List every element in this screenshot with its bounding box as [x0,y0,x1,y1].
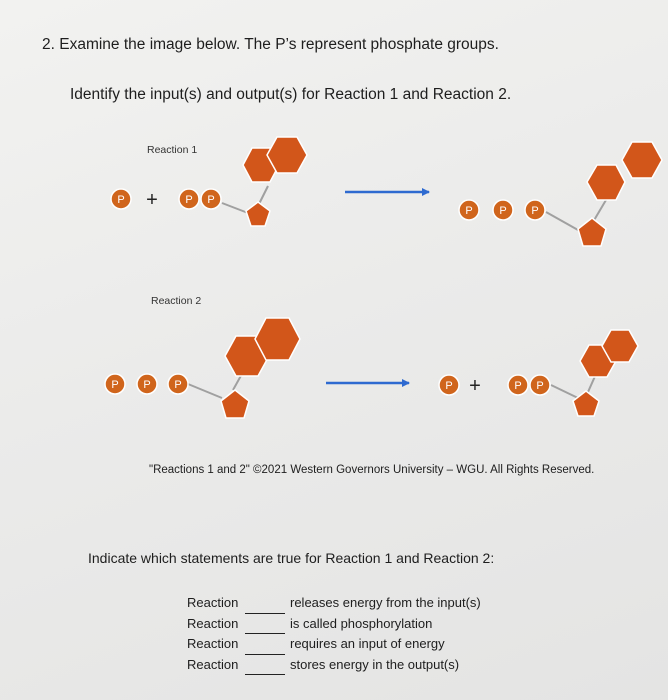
svg-text:P: P [499,205,507,217]
statement-reaction-word: Reaction [187,615,239,631]
svg-text:P: P [174,379,182,391]
svg-text:P: P [531,205,539,217]
svg-text:P: P [465,205,473,217]
ribose-pentagon [246,202,270,226]
adp-molecule [179,137,307,226]
atp-molecule [459,142,662,246]
phosphate-icon [493,200,513,220]
svg-text:P: P [143,379,151,391]
phosphate-icon [459,200,479,220]
instruction-text: Indicate which statements are true for Reaction 1 and Reaction 2: [88,550,495,566]
phosphate-icon [168,374,188,394]
statement-text: requires an input of energy [290,636,445,651]
ribose-pentagon [221,390,249,418]
svg-text:P: P [117,194,125,206]
statement-row [187,593,481,614]
phosphate-icon [137,374,157,394]
reaction-2-label: Reaction 2 [151,295,202,307]
phosphate-icon [530,375,550,395]
answer-blank[interactable] [245,619,285,634]
adp-molecule [508,330,638,416]
copyright-credit: "Reactions 1 and 2" ©2021 Western Governors University – WGU. All Rights Reserved. [149,464,595,476]
svg-text:P: P [445,380,453,392]
phosphate-icon [111,189,131,209]
statement-row [187,655,481,676]
question-title: 2. Examine the image below. The P’s represent phosphate groups. [42,36,499,53]
statement-text: releases energy from the input(s) [290,595,481,610]
ribose-pentagon [578,218,606,246]
plus-sign: + [469,375,481,397]
reaction-1-label: Reaction 1 [147,144,198,156]
answer-blank[interactable] [245,640,285,655]
answer-blank[interactable] [245,660,285,675]
statement-row [187,614,481,635]
statement-reaction-word: Reaction [187,636,239,651]
statement-text: is called phosphorylation [290,615,433,631]
adenine-ring-large [622,142,662,178]
phosphate-icon [105,374,125,394]
adenine-ring-small [587,165,625,200]
atp-molecule [105,318,300,418]
phosphate-icon [508,375,528,395]
phosphate-icon [439,375,459,395]
plus-sign: + [146,189,158,211]
svg-text:P: P [207,194,215,206]
phosphate-icon [525,200,545,220]
ribose-pentagon [573,391,599,416]
statement-row [187,634,481,655]
statement-text: stores energy in the output(s) [290,656,460,672]
statement-reaction-word: Reaction [187,656,239,672]
phosphate-icon [201,189,221,209]
statement-list [187,593,481,675]
svg-text:P: P [185,194,193,206]
svg-text:P: P [111,379,119,391]
phosphate-icon [179,189,199,209]
svg-text:P: P [536,380,544,392]
svg-text:P: P [514,380,522,392]
question-subtitle: Identify the input(s) and output(s) for Reaction 1 and Reaction 2. [70,86,512,103]
answer-blank[interactable] [245,599,285,614]
statement-reaction-word: Reaction [187,595,239,610]
